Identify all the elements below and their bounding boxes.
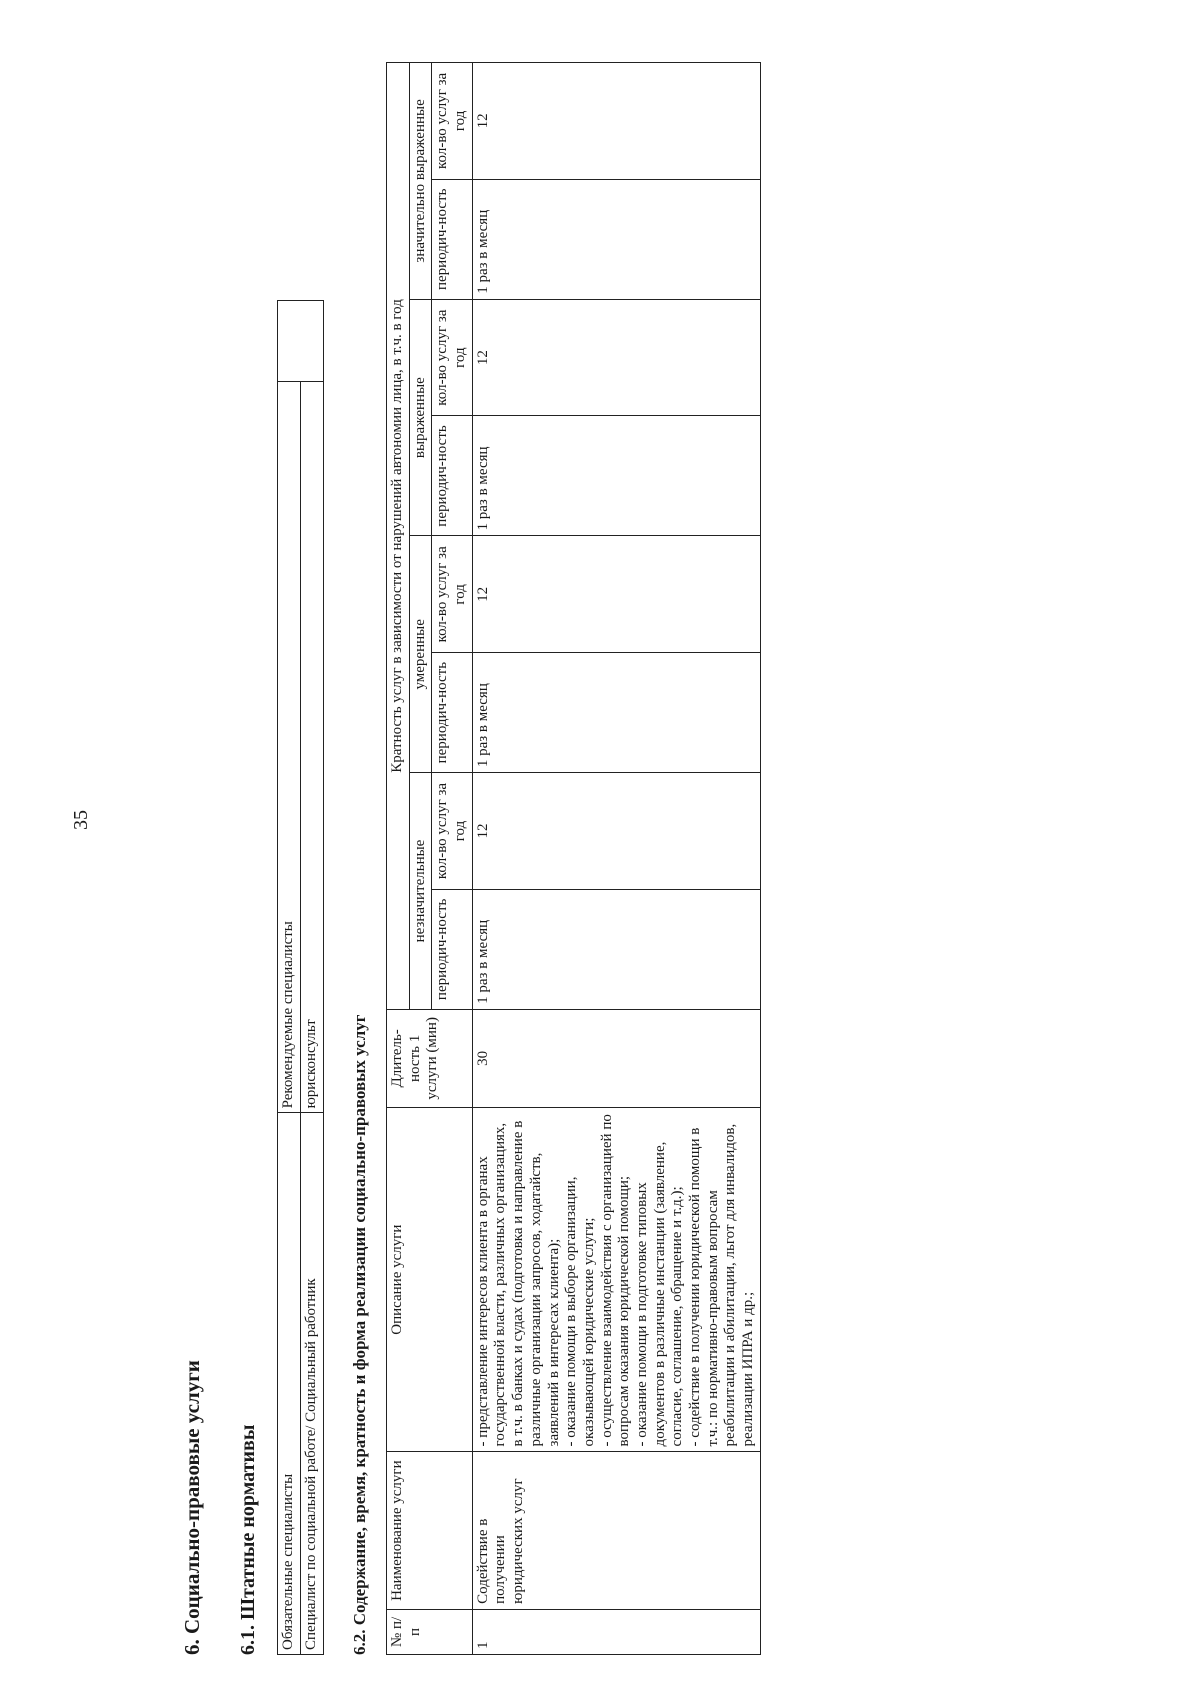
rotated-page-content <box>180 15 1200 1655</box>
header-level-moderate: умеренные <box>409 536 432 773</box>
description-item: - оказание помощи в подготовке типовых документов в различные инстанции (заявление, согласие, соглашение, обращение и т.д.); <box>633 1141 686 1447</box>
row-count-minor: 12 <box>472 773 760 890</box>
header-periodicity: периодич-ность <box>432 653 472 773</box>
row-no: 1 <box>472 1609 760 1654</box>
staff-header-mandatory: Обязательные специалисты <box>278 1113 301 1655</box>
row-description <box>472 1107 760 1452</box>
staff-table <box>277 300 324 1655</box>
description-item: - осуществление взаимодействия с организацией по вопросам оказания юридической помощи; <box>598 1114 633 1447</box>
header-count: кол-во услуг за год <box>432 63 472 180</box>
row-duration: 30 <box>472 1009 760 1107</box>
staff-header-recommended: Рекомендуемые специалисты <box>278 382 301 1113</box>
table-row <box>472 63 760 1655</box>
staff-table-spacer <box>278 301 324 382</box>
header-count: кол-во услуг за год <box>432 299 472 416</box>
row-count-significant: 12 <box>472 63 760 180</box>
header-count: кол-во услуг за год <box>432 536 472 653</box>
header-level-minor: незначительные <box>409 773 432 1010</box>
services-table <box>386 62 761 1655</box>
staff-cell-recommended: юрисконсульт <box>301 382 324 1113</box>
row-periodicity-pronounced: 1 раз в месяц <box>472 416 760 536</box>
subsection-content-title: 6.2. Содержание, время, кратность и форма реализации социально-правовых услуг <box>350 1014 369 1655</box>
row-periodicity-minor: 1 раз в месяц <box>472 889 760 1009</box>
description-item: - оказание помощи в выборе организации, оказывающей юридические услуги; <box>563 1176 597 1447</box>
header-level-significant: значительно выраженные <box>409 63 432 300</box>
description-item: - представление интересов клиента в органах государственной власти, различных организациях, в т.ч. в банках и судах (подготовка и направление в различные организации запросов, ходатайств, заявлений в интересах клиента); <box>474 1120 562 1447</box>
table-header-row-1 <box>387 63 410 1655</box>
header-periodicity: периодич-ность <box>432 416 472 536</box>
row-count-pronounced: 12 <box>472 299 760 416</box>
header-no: № п/п <box>387 1609 473 1654</box>
staff-cell-mandatory: Специалист по социальной работе/ Социальный работник <box>301 1113 324 1655</box>
staff-table-row <box>301 301 324 1655</box>
section-title: 6. Социально-правовые услуги <box>180 1360 204 1655</box>
header-duration: Длитель-ность 1 услуги (мин) <box>387 1009 473 1107</box>
header-count: кол-во услуг за год <box>432 773 472 890</box>
description-item: - содействие в получении юридической помощи в т.ч.: по нормативно-правовым вопросам реабилитации и абилитации, льгот для инвалидов, реализации ИПРА и др.; <box>687 1123 757 1447</box>
header-level-pronounced: выраженные <box>409 299 432 536</box>
header-periodicity: периодич-ность <box>432 889 472 1009</box>
header-name: Наименование услуги <box>387 1452 473 1609</box>
row-periodicity-moderate: 1 раз в месяц <box>472 653 760 773</box>
row-count-moderate: 12 <box>472 536 760 653</box>
header-description: Описание услуги <box>387 1107 473 1452</box>
subsection-staff-title: 6.1. Штатные нормативы <box>237 1424 259 1655</box>
header-periodicity: периодич-ность <box>432 179 472 299</box>
staff-table-header-row <box>278 301 301 1655</box>
header-frequency-group: Кратность услуг в зависимости от нарушений автономии лица, в т.ч. в год <box>387 63 410 1010</box>
row-periodicity-significant: 1 раз в месяц <box>472 179 760 299</box>
page-number: 35 <box>70 810 92 830</box>
row-name: Содействие в получении юридических услуг <box>472 1452 760 1609</box>
